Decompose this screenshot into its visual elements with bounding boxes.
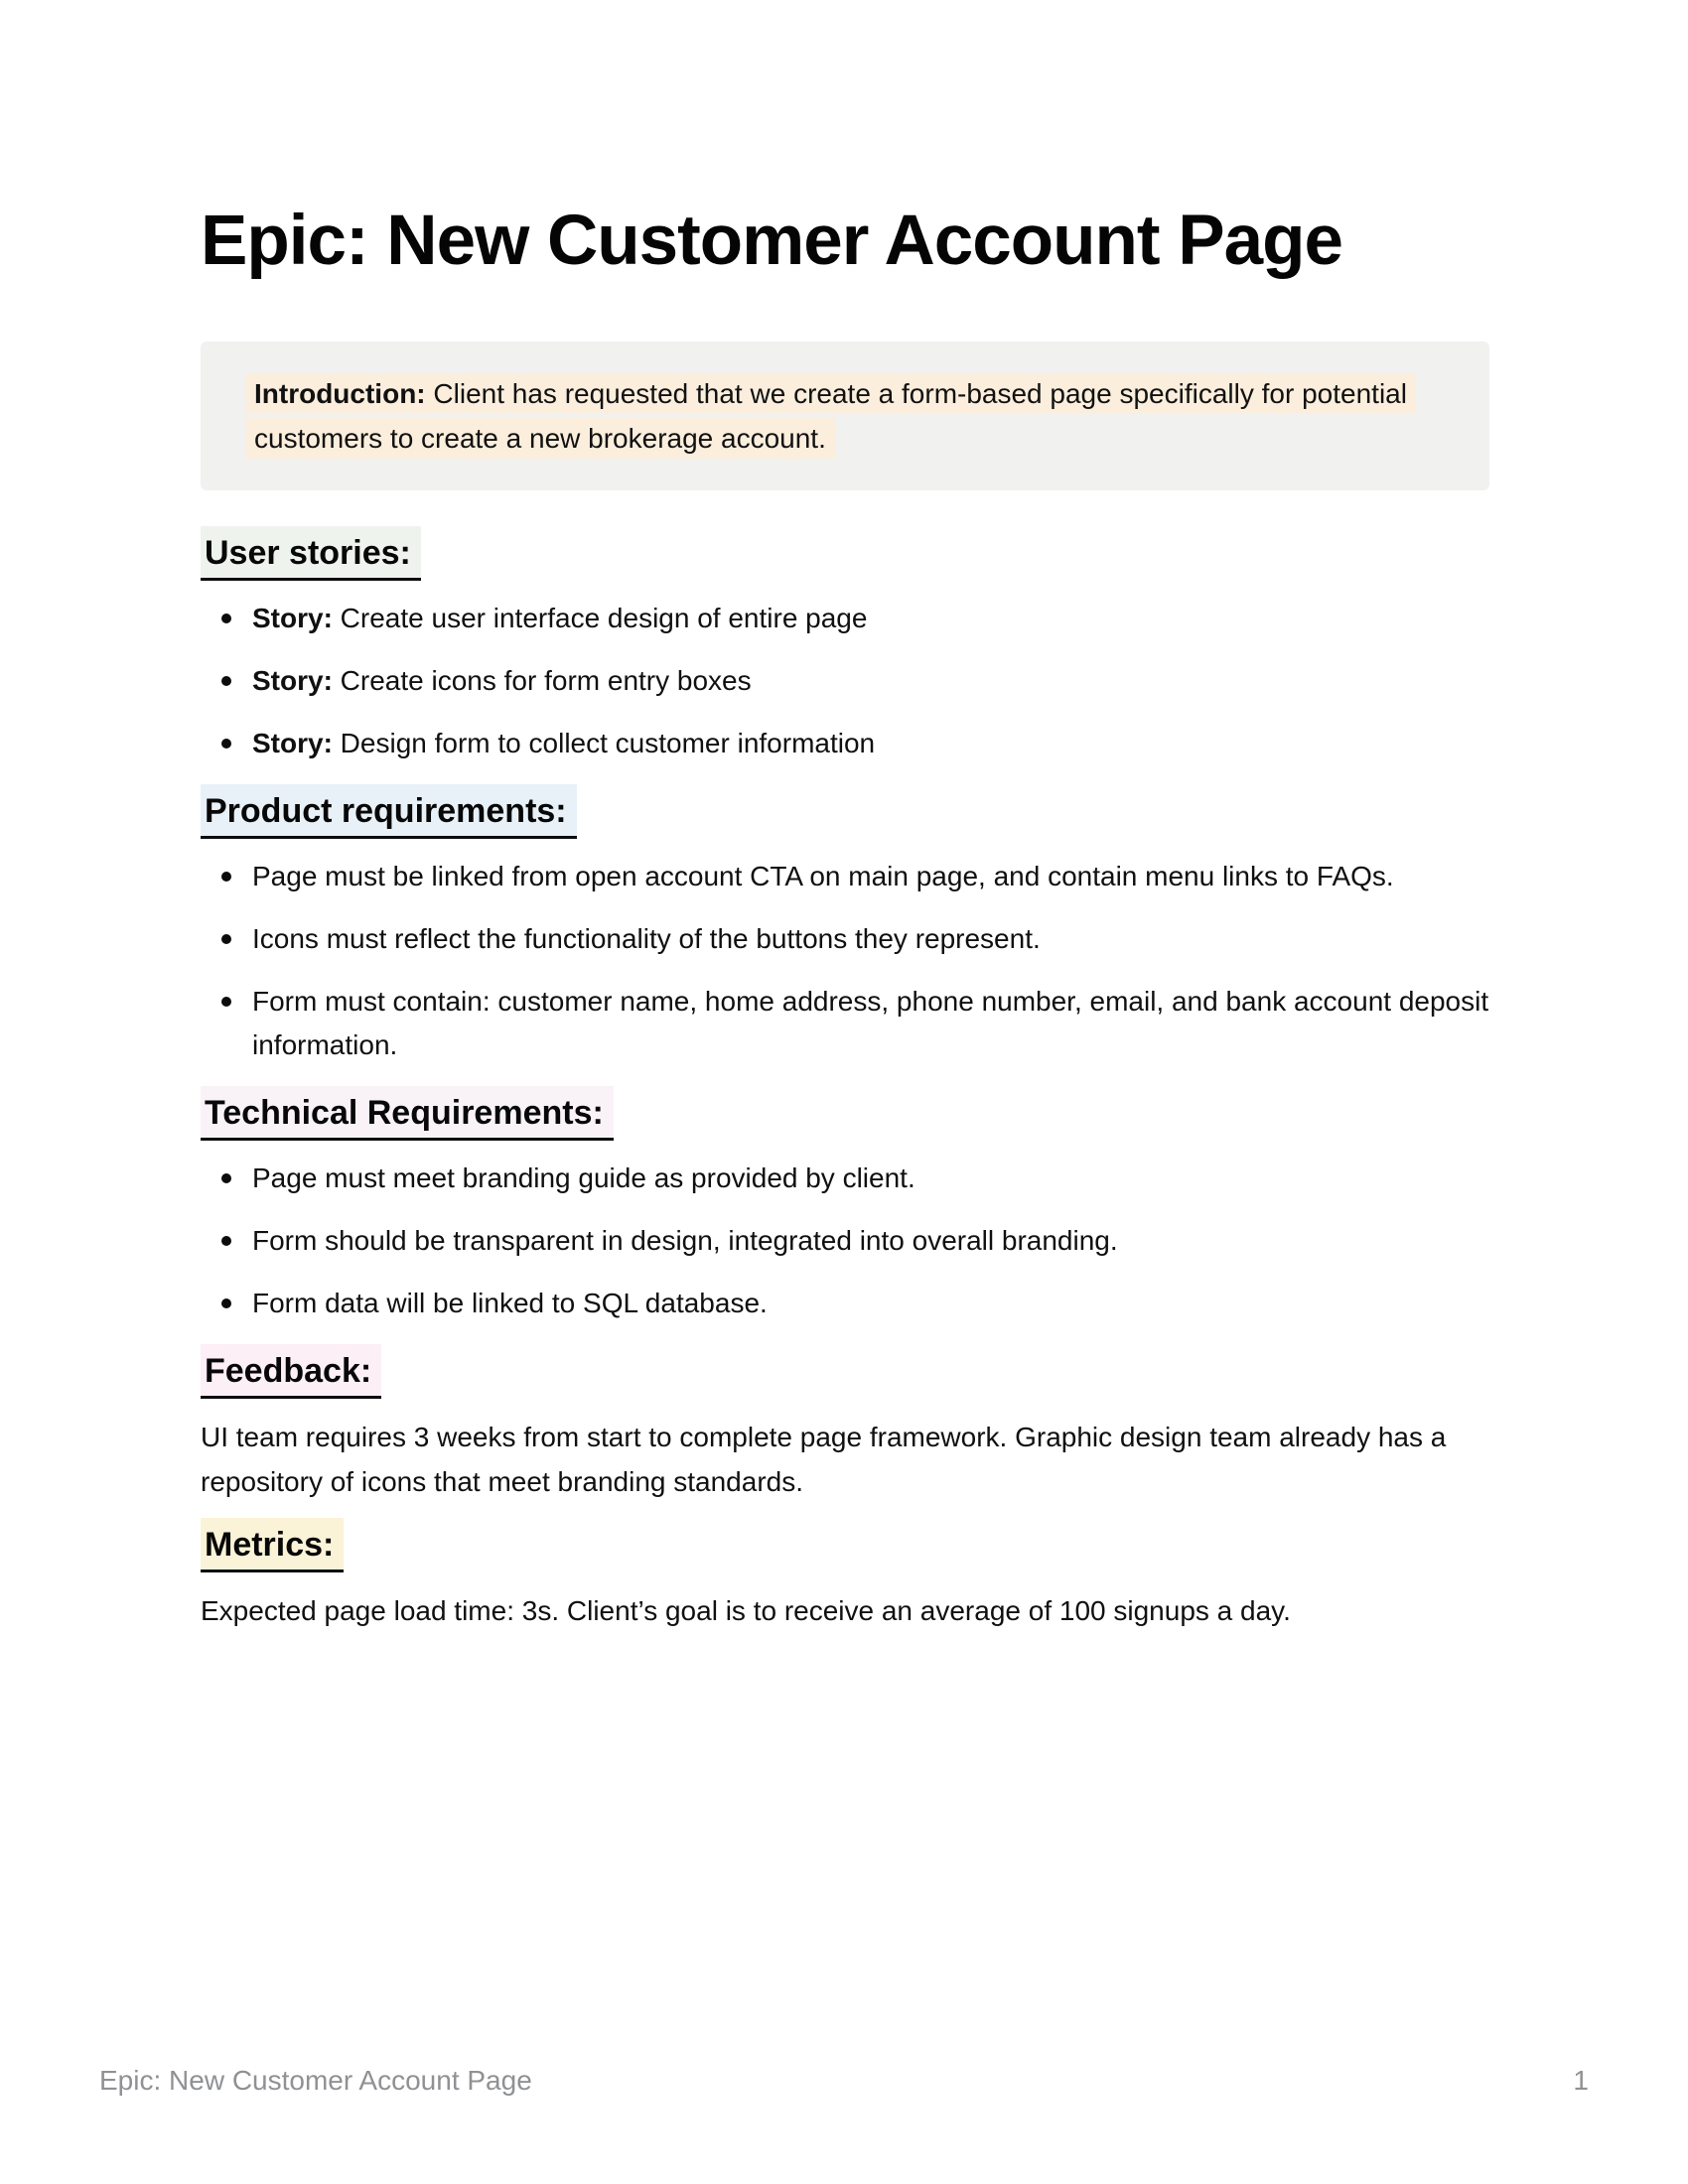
list-item (201, 1282, 1489, 1325)
section-product-requirements (201, 784, 1489, 1067)
heading-highlight: User stories: (201, 526, 421, 581)
bullet-text: Form data will be linked to SQL database. (252, 1288, 768, 1318)
section-technical-requirements (201, 1086, 1489, 1325)
list-item (201, 1157, 1489, 1200)
section-user-stories (201, 526, 1489, 765)
heading-highlight: Feedback: (201, 1344, 381, 1399)
user-stories-list (201, 597, 1489, 765)
heading-highlight: Metrics: (201, 1518, 344, 1572)
list-item (201, 597, 1489, 640)
bullet-text: Form must contain: customer name, home address, phone number, email, and bank account deposit information. (252, 986, 1489, 1060)
section-heading-product-requirements (201, 784, 1489, 839)
footer-document-title: Epic: New Customer Account Page (99, 2065, 532, 2096)
section-heading-metrics (201, 1518, 1489, 1572)
heading-highlight: Product requirements: (201, 784, 577, 839)
list-item (201, 722, 1489, 765)
bullet-text: Page must be linked from open account CTA on main page, and contain menu links to FAQs. (252, 861, 1394, 891)
list-item (201, 855, 1489, 898)
intro-body-text: Client has requested that we create a form-based page specifically for potential customers to create a new brokerage account. (254, 378, 1407, 454)
page-title: Epic: New Customer Account Page (201, 202, 1342, 280)
section-feedback (201, 1344, 1489, 1504)
section-heading-user-stories (201, 526, 1489, 581)
document-body (201, 0, 1489, 1643)
bullet-text: Page must meet branding guide as provided by client. (252, 1162, 915, 1193)
heading-highlight: Technical Requirements: (201, 1086, 614, 1141)
intro-label: Introduction: (254, 378, 426, 409)
intro-highlight (245, 373, 1416, 459)
intro-callout (201, 341, 1489, 490)
bullet-text: Create user interface design of entire page (332, 603, 868, 633)
section-paragraph: Expected page load time: 3s. Client’s goal is to receive an average of 100 signups a day. (201, 1595, 1291, 1626)
bullet-label: Story: (252, 728, 333, 758)
intro-paragraph (245, 371, 1440, 461)
list-item (201, 980, 1489, 1067)
product-requirements-list (201, 855, 1489, 1067)
page-number: 1 (1573, 2065, 1589, 2096)
bullet-text: Form should be transparent in design, integrated into overall branding. (252, 1225, 1118, 1256)
bullet-label: Story: (252, 603, 333, 633)
section-heading-feedback (201, 1344, 1489, 1399)
technical-requirements-list (201, 1157, 1489, 1325)
list-item (201, 659, 1489, 703)
list-item (201, 917, 1489, 961)
footer (99, 2065, 1589, 2097)
bullet-label: Story: (252, 665, 333, 696)
section-metrics (201, 1518, 1489, 1633)
section-paragraph: UI team requires 3 weeks from start to complete page framework. Graphic design team already has a repository of icons that meet branding standards. (201, 1422, 1447, 1497)
section-heading-technical-requirements (201, 1086, 1489, 1141)
list-item (201, 1219, 1489, 1263)
bullet-text: Icons must reflect the functionality of the buttons they represent. (252, 923, 1041, 954)
bullet-text: Design form to collect customer information (332, 728, 876, 758)
bullet-text: Create icons for form entry boxes (332, 665, 752, 696)
